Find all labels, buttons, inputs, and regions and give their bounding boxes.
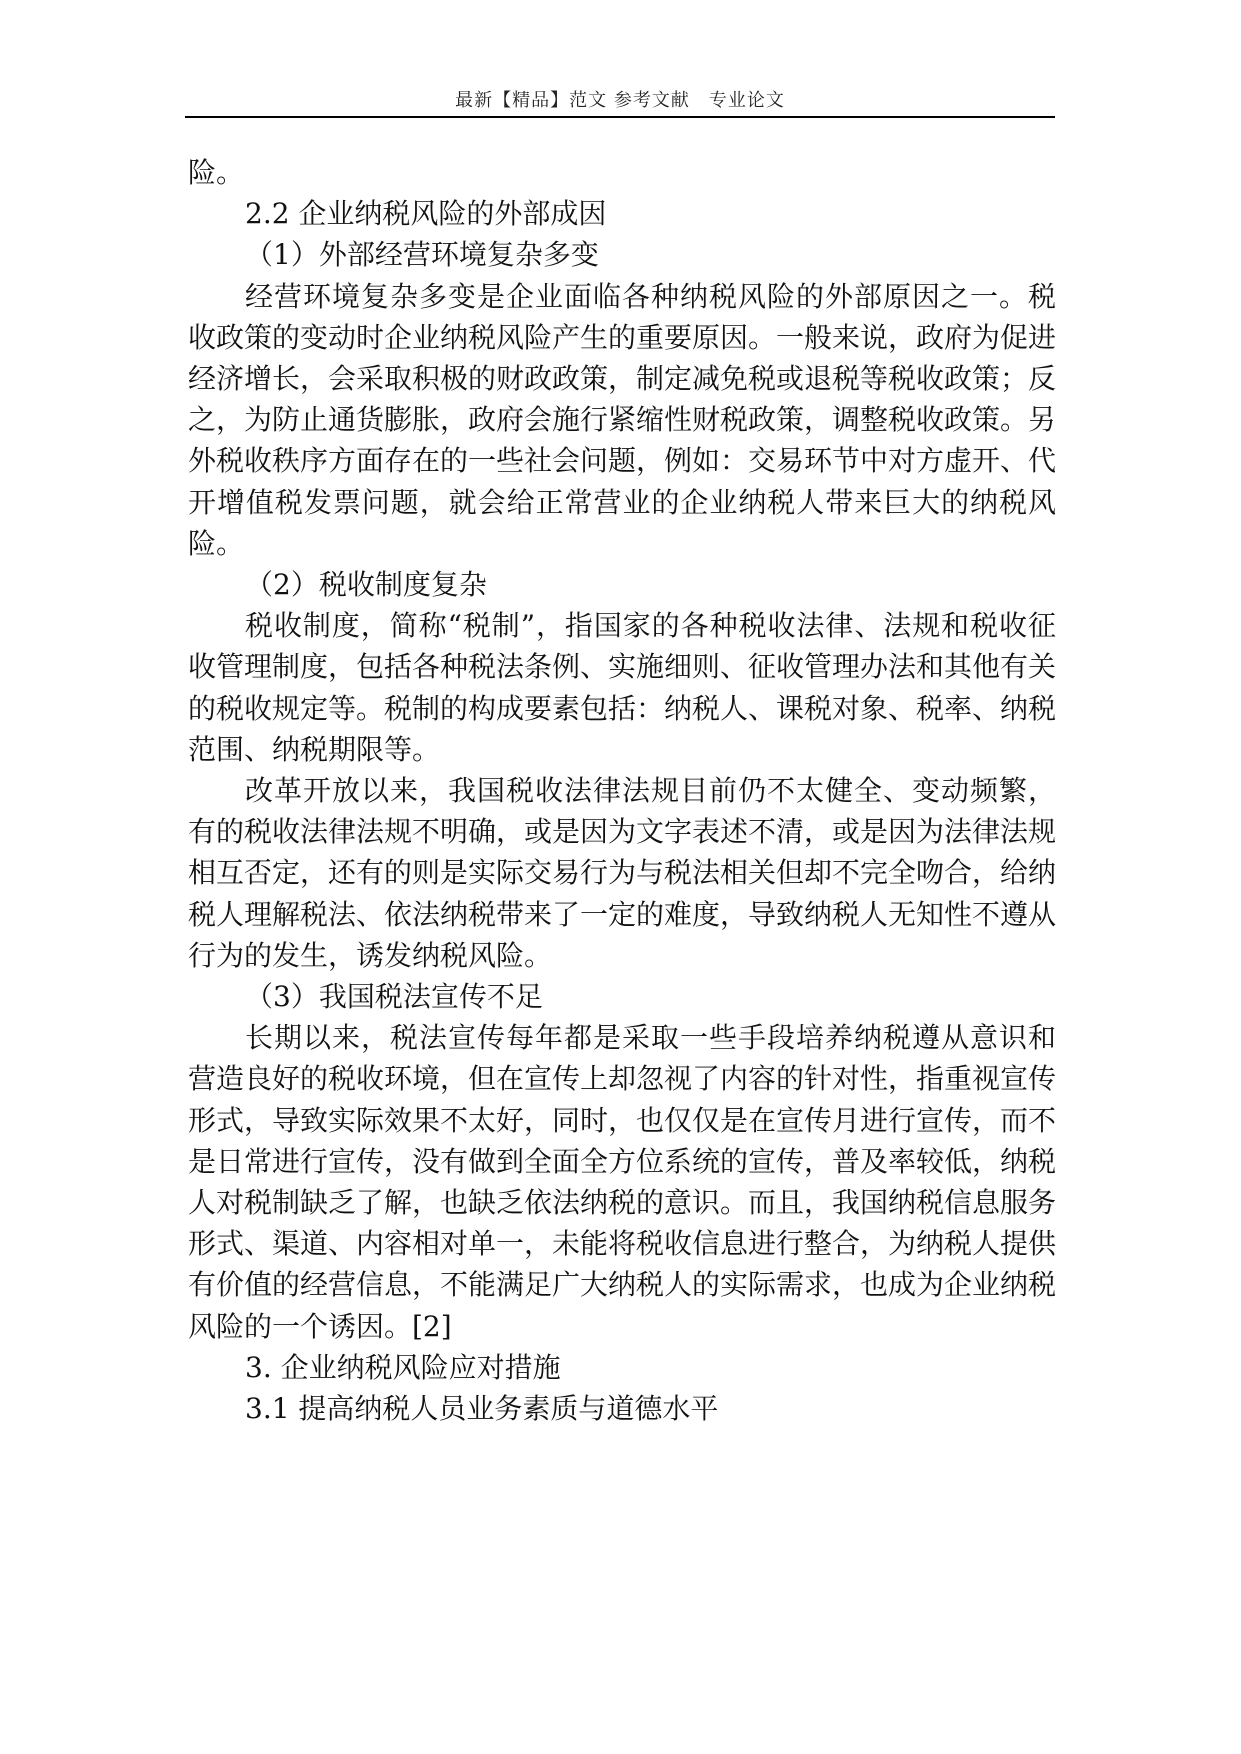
paragraph-continuation: 险。: [188, 156, 245, 189]
page-header: 最新【精品】范文 参考文献 专业论文: [455, 90, 785, 111]
subheading-tax-publicity: （3）我国税法宣传不足: [245, 980, 543, 1014]
section-heading-3: 3. 企业纳税风险应对措施: [245, 1350, 561, 1384]
paragraph-tax-system-definition: 税收制度，简称“税制”，指国家的各种税收法律、法规和税收征收管理制度，包括各种税法条例、实施细则、征收管理办法和其他有关的税收规定等。税制的构成要素包括：纳税人、课税对象、税率、纳税范围、纳税期限等。: [188, 609, 1057, 766]
paragraph-tax-law-reform: 改革开放以来，我国税收法律法规目前仍不太健全、变动频繁，有的税收法律法规不明确，或是因为文字表述不清，或是因为法律法规相互否定，还有的则是实际交易行为与税法相关但却不完全吻合，给纳税人理解税法、依法纳税带来了一定的难度，导致纳税人无知性不遵从行为的发生，诱发纳税风险。: [188, 774, 1057, 972]
section-heading-2-2: 2.2 企业纳税风险的外部成因: [245, 197, 607, 231]
subheading-external-environment: （1）外部经营环境复杂多变: [245, 238, 599, 272]
document-body: [188, 152, 1056, 1429]
subheading-tax-system: （2）税收制度复杂: [245, 568, 487, 602]
paragraph-environment: 经营环境复杂多变是企业面临各种纳税风险的外部原因之一。税收政策的变动时企业纳税风险产生的重要原因。一般来说，政府为促进经济增长，会采取积极的财政政策，制定减免税或退税等税收政策；反之，为防止通货膨胀，政府会施行紧缩性财税政策，调整税收政策。另外税收秩序方面存在的一些社会问题，例如：交易环节中对方虚开、代开增值税发票问题，就会给正常营业的企业纳税人带来巨大的纳税风险。: [188, 279, 1057, 560]
header-rule: [185, 116, 1055, 118]
paragraph-tax-publicity: 长期以来，税法宣传每年都是采取一些手段培养纳税遵从意识和营造良好的税收环境，但在宣传上却忽视了内容的针对性，指重视宣传形式，导致实际效果不太好，同时，也仅仅是在宣传月进行宣传，而不是日常进行宣传，没有做到全面全方位系统的宣传，普及率较低，纳税人对税制缺乏了解，也缺乏依法纳税的意识。而且，我国纳税信息服务形式、渠道、内容相对单一，未能将税收信息进行整合，为纳税人提供有价值的经营信息，不能满足广大纳税人的实际需求，也成为企业纳税风险的一个诱因。[2]: [188, 1021, 1057, 1343]
section-heading-3-1: 3.1 提高纳税人员业务素质与道德水平: [245, 1392, 719, 1426]
